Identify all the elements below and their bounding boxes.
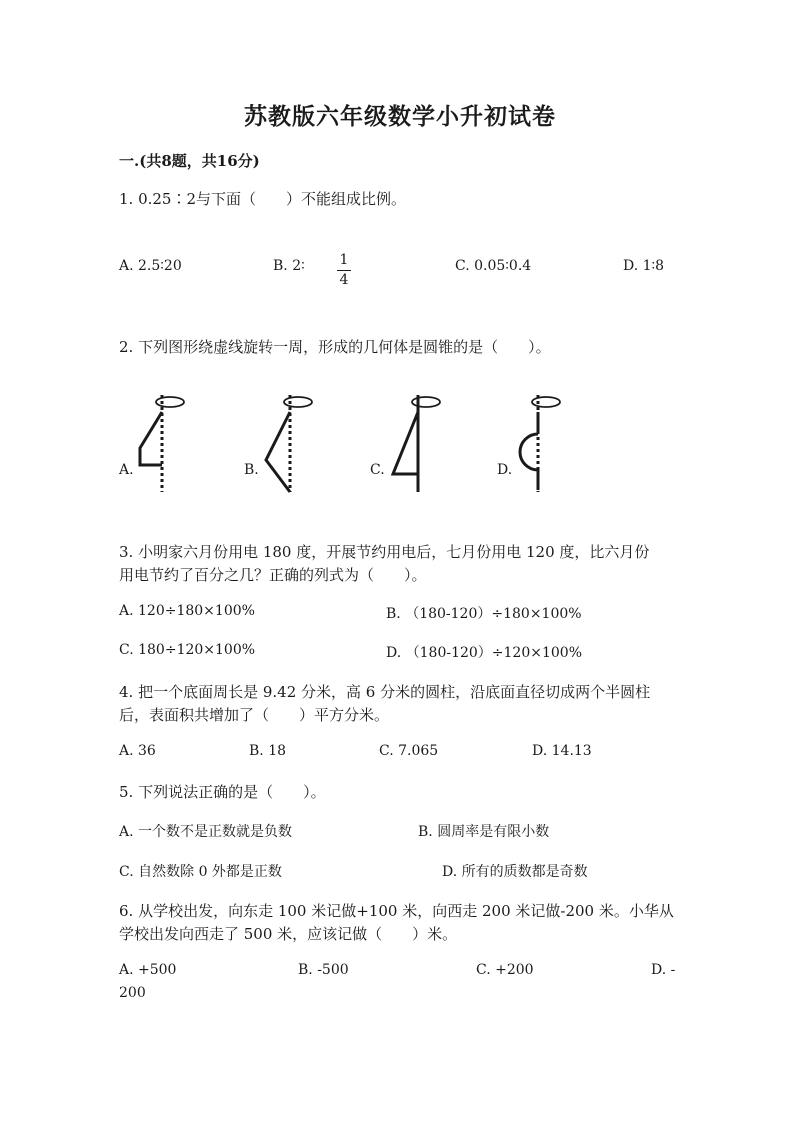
question-5-option-c: C. 自然数除 0 外都是正数 [119,864,282,880]
question-2-option-d: D. [497,462,513,478]
fraction-numerator: 1 [339,252,349,268]
question-2-option-b: B. [244,462,259,478]
figure-a-trapezoid [140,395,184,492]
question-6-line-1: 6. 从学校出发，向东走 100 米记做+100 米，向西走 200 米记做-200 米。小华从 [119,902,674,920]
question-6-line-2: 学校出发向西走了 500 米，应该记做（ ）米。 [119,925,458,943]
question-2-text: 2. 下列图形绕虚线旋转一周，形成的几何体是圆锥的是（ ）。 [119,338,551,356]
question-3-line-1: 3. 小明家六月份用电 180 度，开展节约用电后，七月份用电 120 度，比六月份 [119,543,650,561]
question-1-option-c: C. 0.05∶0.4 [455,258,532,274]
question-3-option-c: C. 180÷120×100% [119,642,256,658]
question-3-line-2: 用电节约了百分之几？正确的列式为（ ）。 [119,566,427,584]
question-1-option-a: A. 2.5∶20 [119,258,182,274]
question-6-option-b: B. -500 [298,962,349,978]
question-1-option-d: D. 1∶8 [623,258,665,274]
page-title: 苏教版六年级数学小升初试卷 [244,103,556,130]
question-5-option-b: B. 圆周率是有限小数 [418,824,550,840]
question-2-option-a: A. [119,462,134,478]
section-heading: 一.(共8题，共16分) [119,152,260,170]
question-3-option-b: B. （180-120）÷180×100% [386,606,582,622]
question-5-option-a: A. 一个数不是正数就是负数 [119,824,293,840]
question-1-option-b: B. 2∶ [273,258,305,274]
question-4-option-d: D. 14.13 [532,743,592,759]
question-3-option-a: A. 120÷180×100% [119,603,255,619]
question-4-option-c: C. 7.065 [379,743,439,759]
question-4-line-2: 后，表面积共增加了（ ）平方分米。 [119,706,390,724]
question-4-option-a: A. 36 [119,743,156,759]
question-6-option-d-continued: 200 [119,985,146,1001]
question-5-text: 5. 下列说法正确的是（ ）。 [119,783,326,801]
fraction-denominator: 4 [339,272,349,288]
question-3-option-d: D. （180-120）÷120×100% [386,645,583,661]
question-6-option-a: A. +500 [119,962,177,978]
question-4-option-b: B. 18 [249,743,287,759]
question-1-text: 1. 0.25∶2与下面（ ）不能组成比例。 [119,190,407,208]
question-5-option-d: D. 所有的质数都是奇数 [442,864,588,880]
question-2-option-c: C. [370,462,385,478]
question-6-option-c: C. +200 [476,962,534,978]
question-4-line-1: 4. 把一个底面周长是 9.42 分米，高 6 分米的圆柱，沿底面直径切成两个半圆柱 [119,683,651,701]
figure-b-kite [266,395,312,492]
figure-d-semicircle [520,395,560,492]
figure-c-triangle [393,395,440,492]
question-6-option-d: D. - [651,962,676,978]
